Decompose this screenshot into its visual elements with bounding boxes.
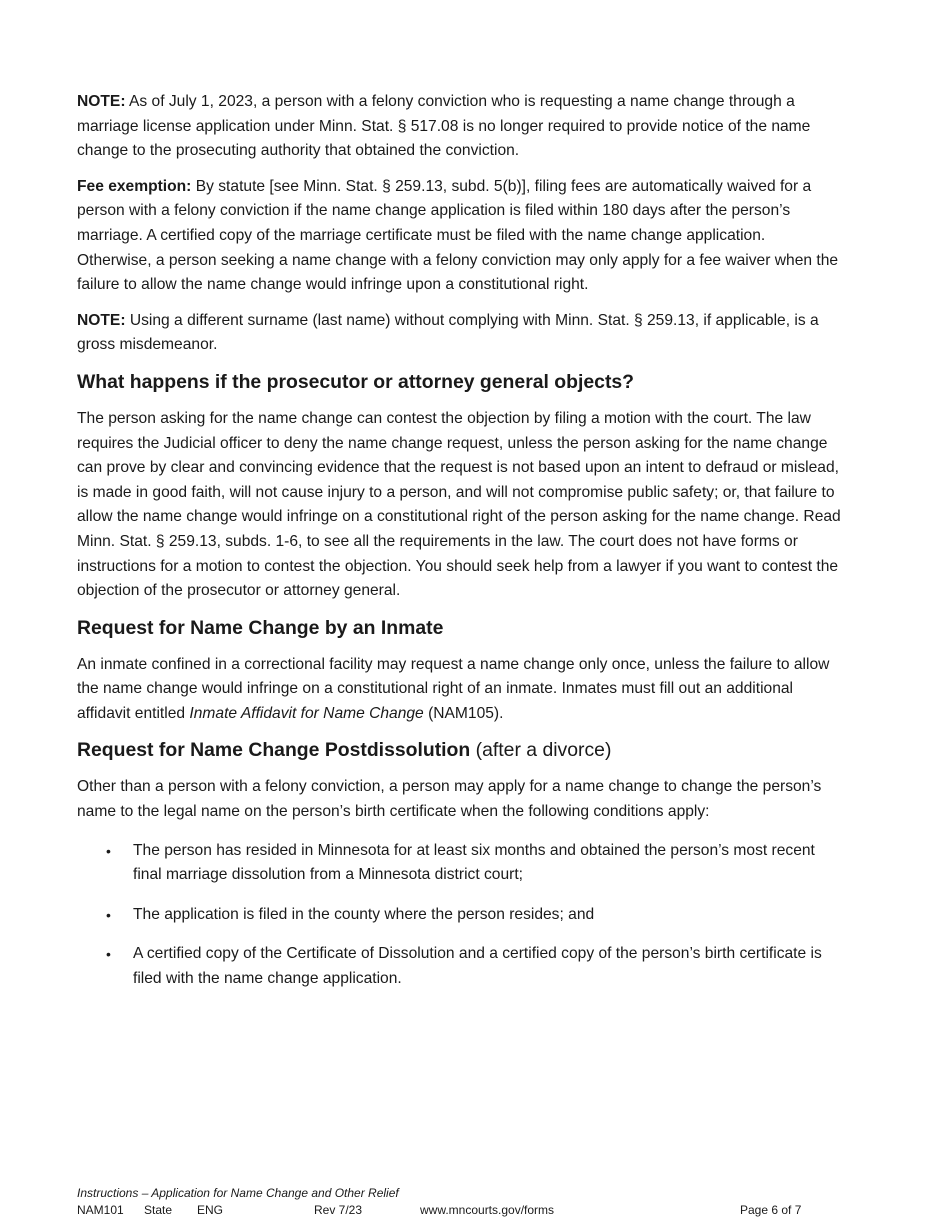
list-item — [77, 942, 843, 991]
note-text: Using a different surname (last name) without complying with Minn. Stat. § 259.13, if applicable, is a gross misdemeanor. — [77, 311, 819, 354]
fee-exemption-paragraph — [77, 175, 843, 298]
footer-revision: Rev 7/23 — [314, 1203, 363, 1217]
bullet-icon: • — [106, 946, 111, 963]
surname-note-paragraph — [77, 309, 843, 358]
inmate-affidavit-title: Inmate Affidavit for Name Change — [189, 704, 424, 722]
page-footer — [77, 1185, 837, 1219]
list-item-text: The application is filed in the county where the person resides; and — [133, 905, 595, 923]
inmate-form-code: (NAM105). — [423, 704, 504, 722]
section-heading-objection: What happens if the prosecutor or attorney general objects? — [77, 370, 635, 393]
footer-jurisdiction: State — [144, 1203, 173, 1217]
footer-page-number: Page 6 of 7 — [740, 1203, 802, 1217]
fee-exemption-label: Fee exemption: — [77, 177, 192, 195]
postdissolution-heading-text: Request for Name Change Postdissolution — [77, 739, 471, 762]
note-label: NOTE: — [77, 311, 126, 329]
list-item-text: The person has resided in Minnesota for at least six months and obtained the person’s most recent final marriage dissolution from a Minnesota district court; — [133, 841, 815, 884]
conditions-list — [77, 839, 843, 992]
page-body — [77, 90, 843, 1007]
inmate-text: An inmate confined in a correctional facility may request a name change only once, unless the failure to allow the name change would infringe on a constitutional right of an inmate. Inmates must fill out an additional affidavit entitled — [77, 655, 830, 722]
postdissolution-intro: Other than a person with a felony conviction, a person may apply for a name change to change the person’s name to the legal name on the person’s birth certificate when the following conditions apply: — [77, 778, 822, 821]
footer-language: ENG — [197, 1203, 224, 1217]
section-heading-postdissolution — [77, 737, 843, 763]
inmate-paragraph — [77, 653, 843, 727]
section-heading-inmate: Request for Name Change by an Inmate — [77, 616, 444, 639]
bullet-icon: • — [106, 906, 111, 923]
list-item-text: A certified copy of the Certificate of Dissolution and a certified copy of the person’s birth certificate is filed with the name change application. — [133, 945, 822, 988]
list-item — [77, 903, 843, 928]
footer-meta-row — [77, 1202, 837, 1219]
objection-paragraph: The person asking for the name change can contest the objection by filing a motion with the court. The law requires the Judicial officer to deny the name change request, unless the person asking for the name change can prove by clear and convincing evidence that the request is not based upon an intent to defraud or mislead, is made in good faith, will not cause injury to a person, and will not compromise public safety; or, that failure to allow the name change would infringe on a constitutional right of the person asking for the name change. Read Minn. Stat. § 259.13, subds. 1-6, to see all the requirements in the law. The court does not have forms or instructions for a motion to contest the objection. You should seek help from a lawyer if you want to contest the objection of the prosecutor or attorney general. — [77, 409, 841, 600]
note-label: NOTE: — [77, 93, 126, 110]
note-paragraph — [77, 90, 843, 164]
note-text: As of July 1, 2023, a person with a felony conviction who is requesting a name change through a marriage license application under Minn. Stat. § 517.08 is no longer required to provide notice of the name change to the prosecuting authority that obtained the conviction. — [77, 93, 811, 160]
footer-form-code: NAM101 — [77, 1203, 124, 1217]
footer-website-link[interactable]: www.mncourts.gov/forms — [420, 1203, 555, 1217]
footer-title: Instructions – Application for Name Change and Other Relief — [77, 1186, 399, 1200]
postdissolution-heading-sub: (after a divorce) — [475, 739, 612, 762]
fee-exemption-text: By statute [see Minn. Stat. § 259.13, subd. 5(b)], filing fees are automatically waived for a person with a felony conviction if the name change application is filed within 180 days after the person’s marriage. A certified copy of the marriage certificate must be filed with the name change application. Otherwise, a person seeking a name change with a felony conviction may only apply for a fee waiver when the failure to allow the name change would infringe upon a constitutional right. — [77, 177, 839, 294]
list-item — [77, 839, 843, 888]
bullet-icon: • — [106, 842, 111, 859]
